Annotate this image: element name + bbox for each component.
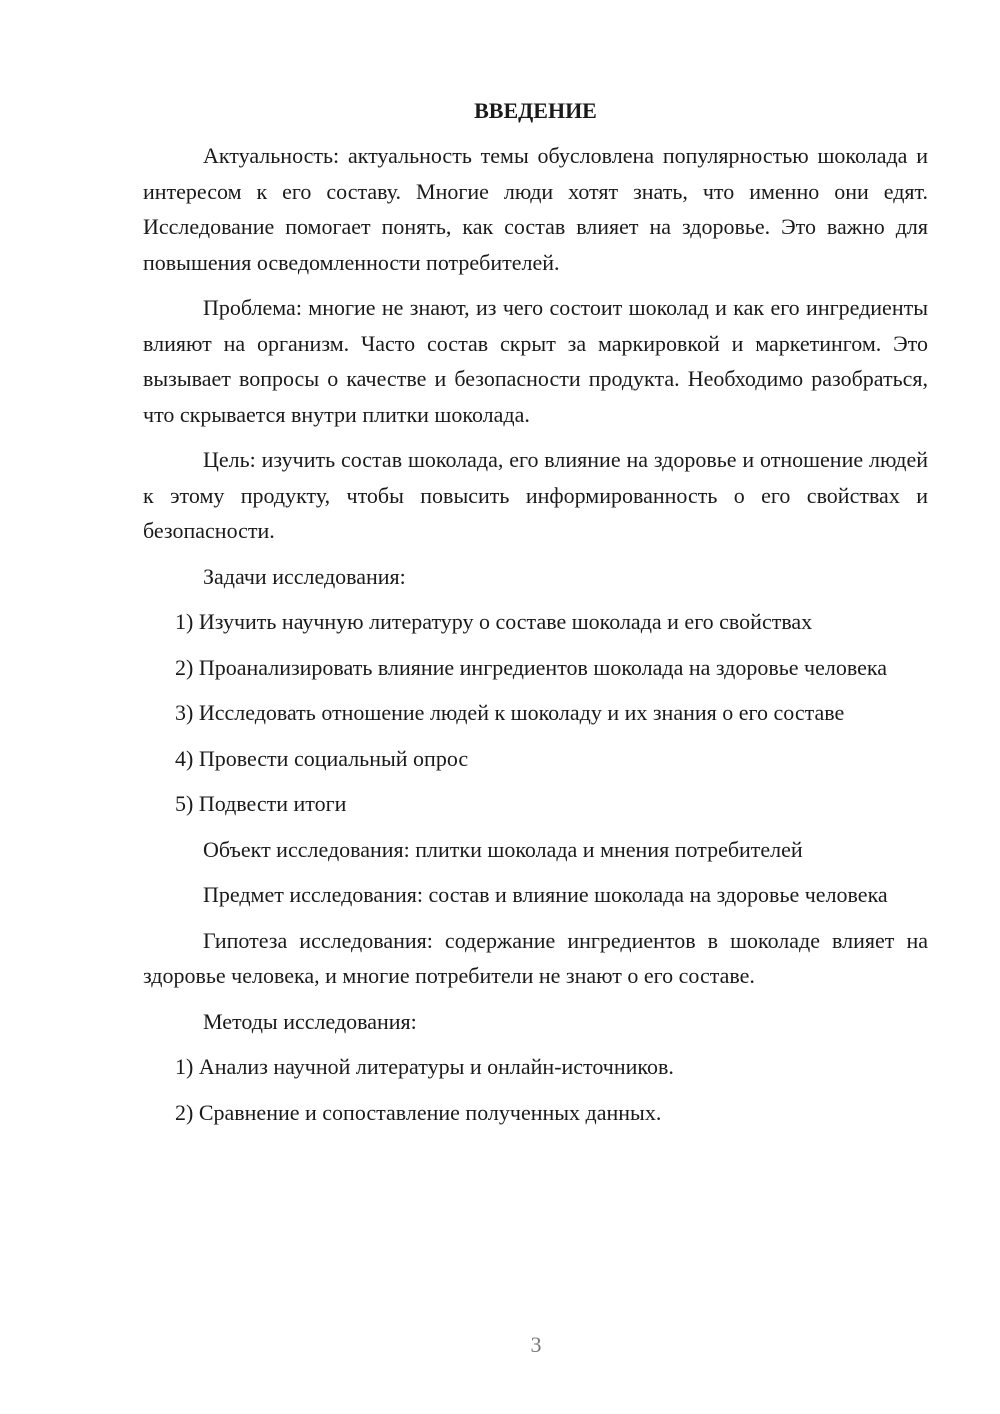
method-item-2: 2) Сравнение и сопоставление полученных данных. (175, 1099, 662, 1125)
page-content (143, 93, 928, 1140)
task-item-4: 4) Провести социальный опрос (175, 745, 469, 771)
tasks-heading: Задачи исследования: (203, 563, 406, 589)
page-number: 3 (530, 1332, 542, 1357)
research-hypothesis: Гипотеза исследования: содержание ингредиентов в шоколаде влияет на здоровье человека, и многие потребители не знают о его составе. (143, 927, 928, 988)
paragraph-goal: Цель: изучить состав шоколада, его влияние на здоровье и отношение людей к этому продукту, чтобы повысить информированность о его свойствах и безопасности. (143, 447, 928, 543)
method-item-1: 1) Анализ научной литературы и онлайн-источников. (175, 1054, 674, 1079)
task-item-3: 3) Исследовать отношение людей к шоколаду и их знания о его составе (175, 700, 845, 725)
page-title: ВВЕДЕНИЕ (474, 98, 597, 123)
paragraph-relevance: Актуальность: актуальность темы обусловлена популярностью шоколада и интересом к его составу. Многие люди хотят знать, что именно они едят. Исследование помогает понять, как состав влияет на здоровье. Это важно для повышения осведомленности потребителей. (143, 143, 928, 275)
research-subject: Предмет исследования: состав и влияние шоколада на здоровье человека (203, 882, 888, 907)
task-item-2: 2) Проанализировать влияние ингредиентов шоколада на здоровье человека (175, 654, 887, 680)
methods-heading: Методы исследования: (203, 1008, 417, 1034)
task-item-1: 1) Изучить научную литературу о составе шоколада и его свойствах (175, 609, 813, 634)
task-item-5: 5) Подвести итоги (175, 791, 347, 816)
paragraph-problem: Проблема: многие не знают, из чего состоит шоколад и как его ингредиенты влияют на организм. Часто состав скрыт за маркировкой и маркетингом. Это вызывает вопросы о качестве и безопасности продукта. Необходимо разобраться, что скрывается внутри плитки шоколада. (143, 295, 928, 427)
research-object: Объект исследования: плитки шоколада и мнения потребителей (203, 836, 803, 862)
